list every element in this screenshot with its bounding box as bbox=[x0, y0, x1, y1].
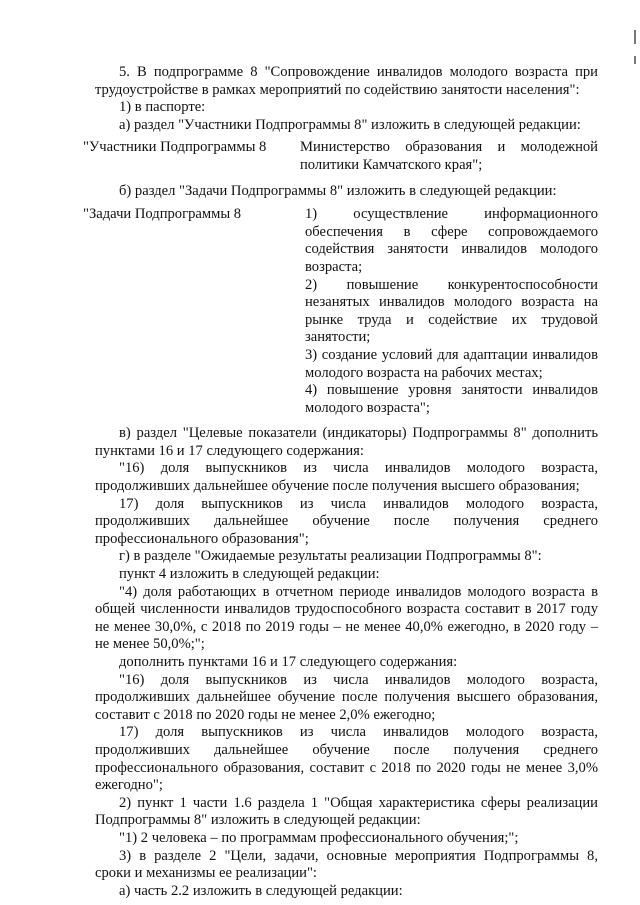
task-item: 3) создание условий для адаптации инвалидов молодого возраста на рабочих местах; bbox=[305, 346, 598, 381]
paragraph-item-17: 17) доля выпускников из числа инвалидов молодого возраста, продолживших дальнейшее обучение после получения среднего профессионального образования"; bbox=[95, 495, 598, 547]
scan-edge-mark bbox=[634, 56, 636, 64]
paragraph-subprogram-8: 5. В подпрограмме 8 "Сопровождение инвалидов молодого возраста при трудоустройстве в рамках мероприятий по содействию занятости населения": bbox=[95, 64, 598, 98]
scan-edge-mark bbox=[634, 30, 636, 44]
paragraph-supplement: дополнить пунктами 16 и 17 следующего содержания: bbox=[119, 654, 458, 670]
paragraph-section-g: г) в разделе "Ожидаемые результаты реализации Подпрограммы 8": bbox=[119, 548, 542, 565]
table-value-participants: Министерство образования и молодежной политики Камчатского края"; bbox=[300, 139, 598, 173]
paragraph-part-3a: а) часть 2.2 изложить в следующей редакции: bbox=[119, 882, 403, 899]
table-value-tasks bbox=[305, 206, 598, 417]
paragraph-section-v: в) раздел "Целевые показатели (индикаторы) Подпрограммы 8" дополнить пунктами 16 и 17 следующего содержания: bbox=[95, 425, 598, 459]
paragraph-item-16: "16) доля выпускников из числа инвалидов молодого возраста, продолживших дальнейшее обучение после получения высшего образования; bbox=[95, 460, 598, 495]
paragraph-point-4: пункт 4 изложить в следующей редакции: bbox=[119, 566, 380, 583]
task-item: 4) повышение уровня занятости инвалидов молодого возраста"; bbox=[305, 382, 598, 416]
paragraph-result-16: "16) доля выпускников из числа инвалидов молодого возраста, продолживших дальнейшее обучение после получения высшего образования, составит с 2018 по 2020 годы не менее 2,0% ежегодно; bbox=[95, 671, 598, 723]
paragraph-part-2-text: "1) 2 человека – по программам профессионального обучения;"; bbox=[119, 829, 519, 846]
paragraph-result-17: 17) доля выпускников из числа инвалидов молодого возраста, продолживших дальнейшее обучение после получения среднего профессионального образования, составит с 2018 по 2020 годы не менее 3,0% ежегодно"; bbox=[95, 724, 598, 794]
task-item: 1) осуществление информационного обеспечения в сфере сопровождаемого содействия занятости инвалидов молодого возраста; bbox=[305, 206, 598, 275]
paragraph-part-2: 2) пункт 1 части 1.6 раздела 1 "Общая характеристика сферы реализации Подпрограммы 8" изложить в следующей редакции: bbox=[95, 794, 598, 829]
paragraph-section-b: б) раздел "Задачи Подпрограммы 8" изложить в следующей редакции: bbox=[119, 182, 557, 199]
paragraph-part-3: 3) в разделе 2 "Цели, задачи, основные мероприятия Подпрограммы 8, сроки и механизмы ее реализации": bbox=[95, 847, 598, 882]
table-row-participants bbox=[83, 139, 598, 174]
paragraph-passport: 1) в паспорте: bbox=[119, 99, 206, 116]
table-label-tasks: "Задачи Подпрограммы 8 bbox=[83, 206, 242, 223]
document-page bbox=[83, 64, 598, 900]
paragraph-point-4-text: "4) доля работающих в отчетном периоде инвалидов молодого возраста в общей численности инвалидов трудоспособного возраста составит в 2017 году не менее 30,0%, с 2018 по 2019 годы – не менее 40,0% ежегодно, в 2020 году – не менее 50,0%;"; bbox=[95, 583, 598, 653]
task-item: 2) повышение конкурентоспособности незанятых инвалидов молодого возраста на рынке труда и содействие их трудовой занятости; bbox=[305, 276, 598, 346]
table-label-participants: "Участники Подпрограммы 8 bbox=[83, 139, 267, 156]
table-row-tasks bbox=[83, 206, 598, 417]
paragraph-section-a: а) раздел "Участники Подпрограммы 8" изложить в следующей редакции: bbox=[119, 116, 581, 133]
